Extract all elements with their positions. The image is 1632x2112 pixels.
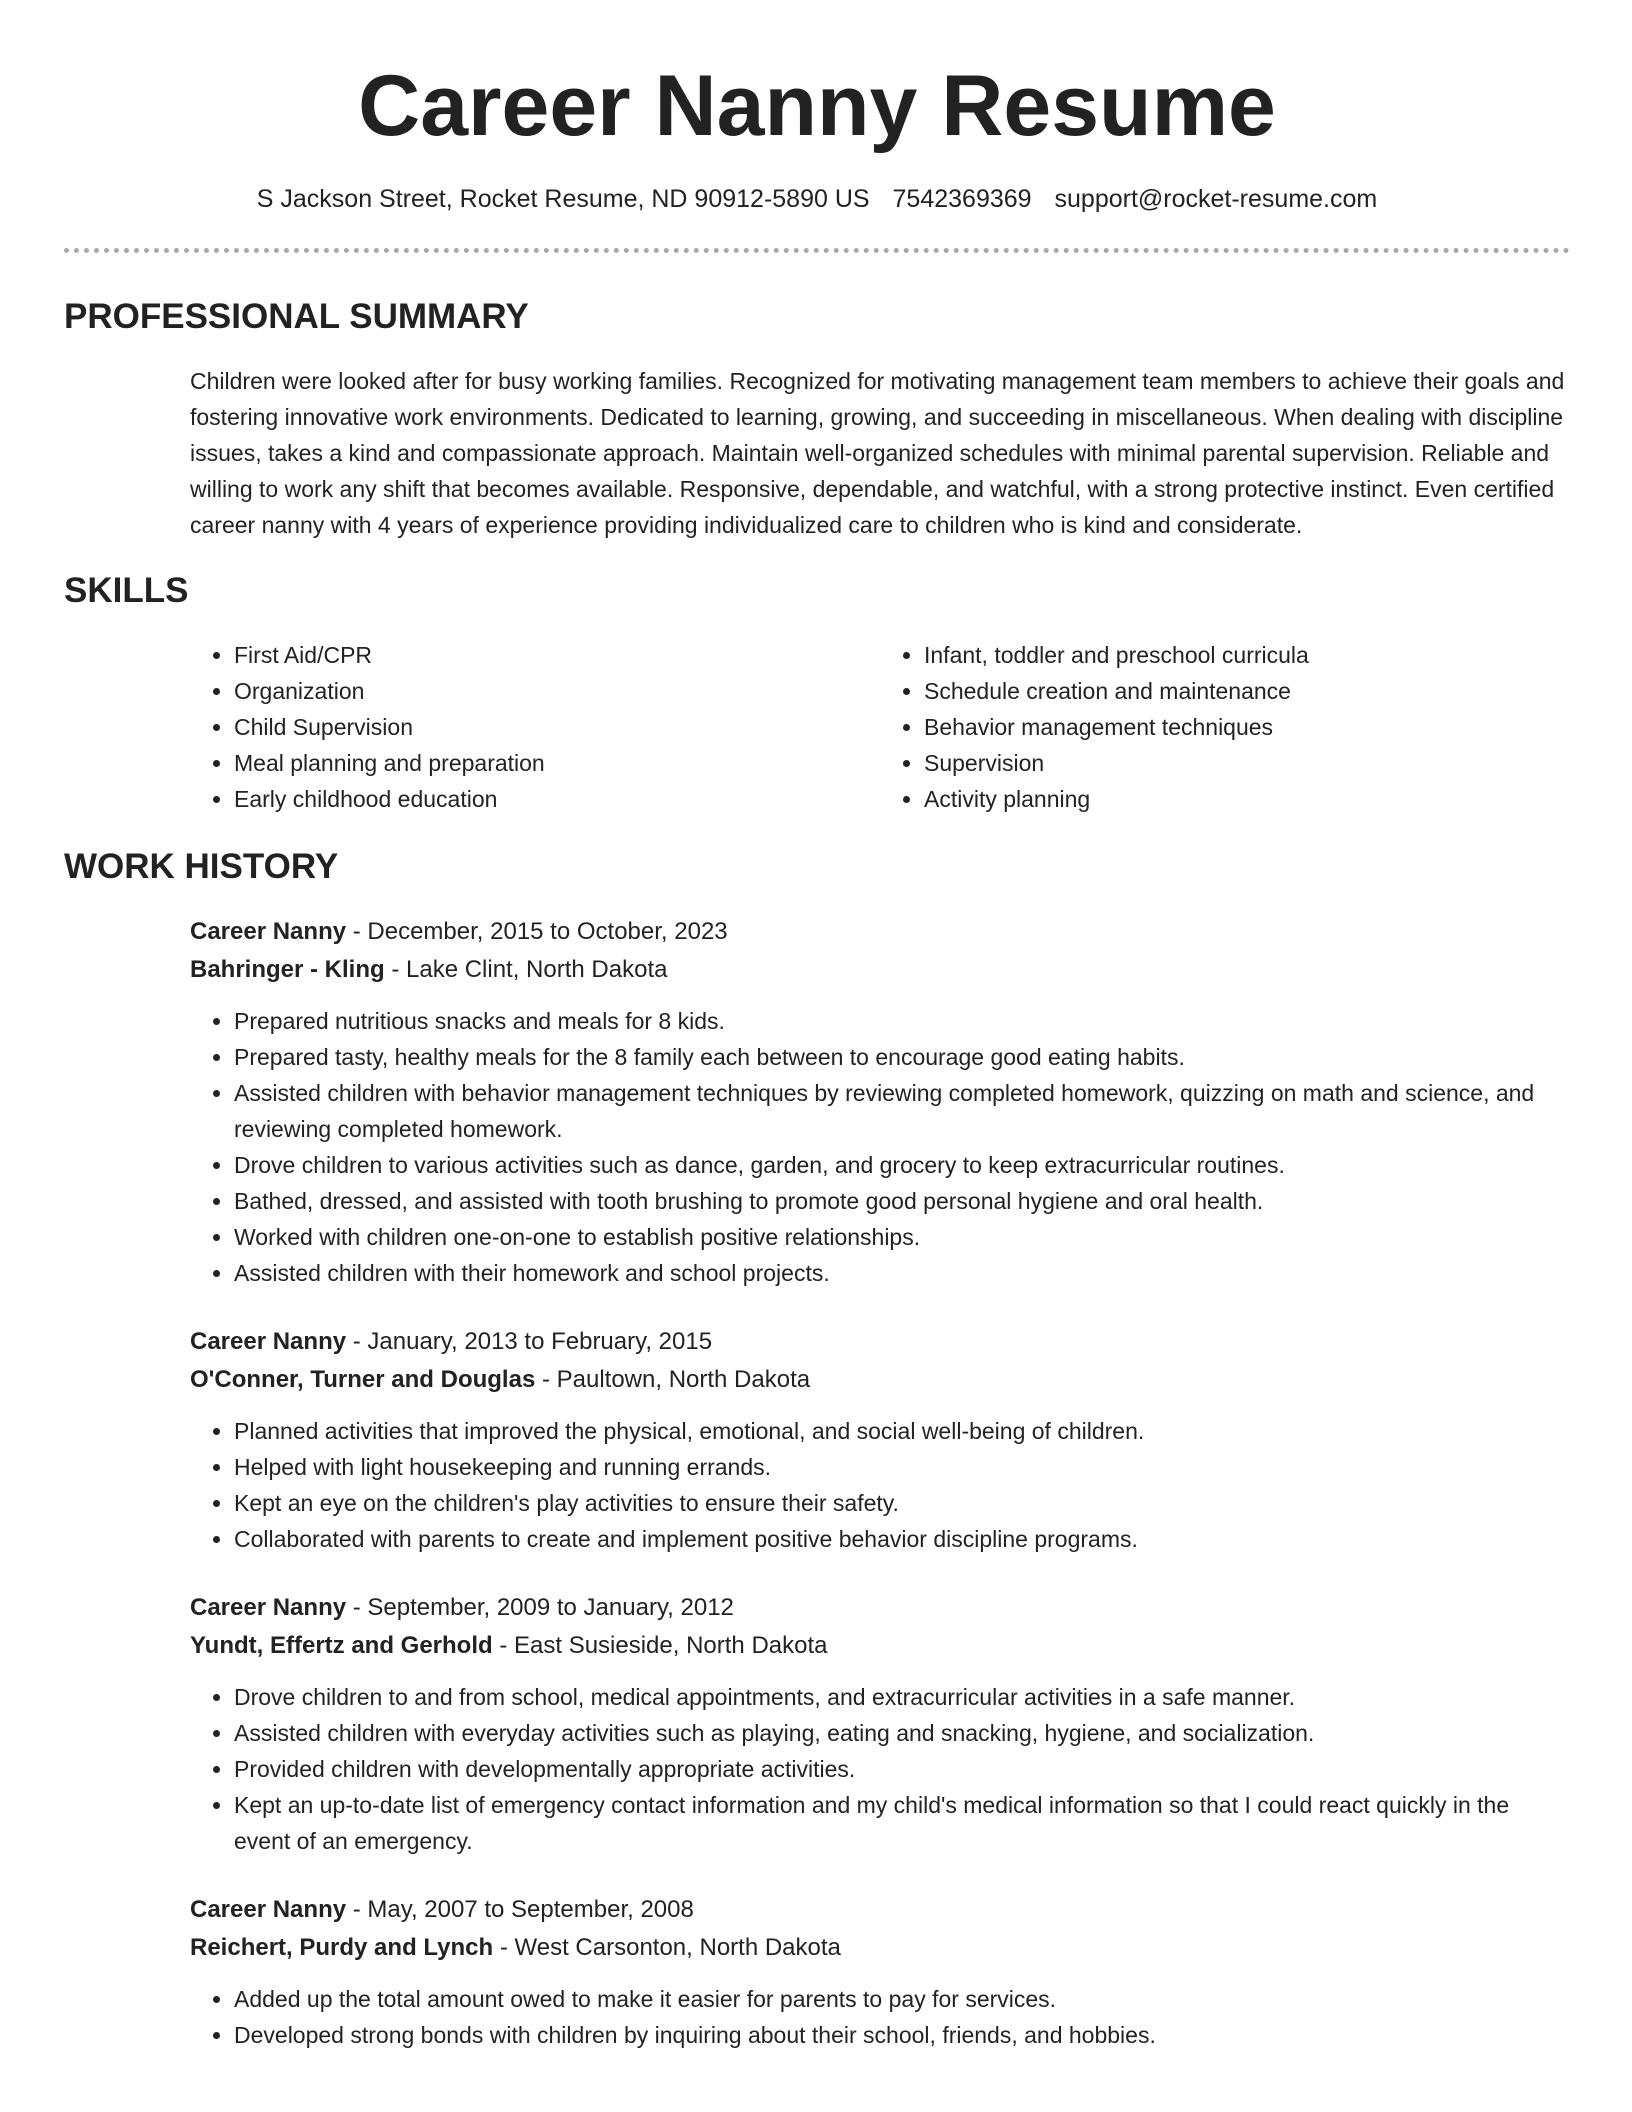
job-dates: - January, 2013 to February, 2015 xyxy=(346,1328,713,1355)
summary-text: Children were looked after for busy working families. Recognized for motivating management team members to achieve their goals and fostering innovative work environments. Dedicated to learning, growing, and succeeding in miscellaneous. When dealing with discipline issues, takes a kind and compassionate approach. Maintain well-organized schedules with minimal parental supervision. Reliable and willing to work any shift that becomes available. Responsive, dependable, and watchful, with a strong protective instinct. Even certified career nanny with 4 years of experience providing individualized care to children who is kind and considerate. xyxy=(190,368,1565,538)
job-role: Career Nanny xyxy=(190,1896,347,1923)
job-location: - West Carsonton, North Dakota xyxy=(493,1934,841,1961)
resume-name: Career Nanny Resume xyxy=(358,58,1276,154)
job-company-line xyxy=(190,951,1570,989)
skill-item: • Meal planning and preparation xyxy=(234,745,880,781)
job-bullet: • Drove children to various activities such as dance, garden, and grocery to keep extracurricular routines. xyxy=(234,1147,1570,1183)
skill-item: • Child Supervision xyxy=(234,709,880,745)
job-bullets xyxy=(190,1003,1570,1291)
job-entry xyxy=(190,1323,1570,1557)
job-location: - Paultown, North Dakota xyxy=(535,1366,811,1393)
job-company-line xyxy=(190,1627,1570,1665)
skill-item: • Behavior management techniques xyxy=(924,709,1570,745)
job-bullet: • Assisted children with their homework and school projects. xyxy=(234,1255,1570,1291)
job-company: O'Conner, Turner and Douglas xyxy=(190,1366,536,1393)
job-bullet: • Collaborated with parents to create and implement positive behavior discipline programs. xyxy=(234,1521,1570,1557)
job-location: - East Susieside, North Dakota xyxy=(492,1632,828,1659)
job-bullet: • Prepared tasty, healthy meals for the 8 family each between to encourage good eating habits. xyxy=(234,1039,1570,1075)
job-bullet: • Planned activities that improved the physical, emotional, and social well-being of children. xyxy=(234,1413,1570,1449)
job-dates: - May, 2007 to September, 2008 xyxy=(346,1896,694,1923)
job-role: Career Nanny xyxy=(190,918,347,945)
skill-item: • Schedule creation and maintenance xyxy=(924,673,1570,709)
job-title-line xyxy=(190,1891,1570,1929)
job-bullet: • Kept an up-to-date list of emergency contact information and my child's medical information so that I could react quickly in the event of an emergency. xyxy=(234,1787,1570,1859)
job-bullet: • Developed strong bonds with children by inquiring about their school, friends, and hobbies. xyxy=(234,2017,1570,2053)
skills-list xyxy=(190,637,1570,817)
job-company: Yundt, Effertz and Gerhold xyxy=(190,1632,493,1659)
job-bullets xyxy=(190,1413,1570,1557)
skill-item: • Infant, toddler and preschool curricula xyxy=(924,637,1570,673)
job-bullet: • Bathed, dressed, and assisted with tooth brushing to promote good personal hygiene and oral health. xyxy=(234,1183,1570,1219)
contact-email: support@rocket-resume.com xyxy=(1054,185,1378,213)
job-company-line xyxy=(190,1361,1570,1399)
job-title-line xyxy=(190,1589,1570,1627)
resume-page xyxy=(64,0,1570,2053)
contact-phone: 7542369369 xyxy=(892,185,1032,213)
skill-item: • First Aid/CPR xyxy=(234,637,880,673)
job-bullet: • Worked with children one-on-one to establish positive relationships. xyxy=(234,1219,1570,1255)
job-company: Bahringer - Kling xyxy=(190,956,385,983)
job-bullets xyxy=(190,1981,1570,2053)
job-bullet: • Provided children with developmentally appropriate activities. xyxy=(234,1751,1570,1787)
job-location: - Lake Clint, North Dakota xyxy=(384,956,668,983)
job-bullet: • Assisted children with behavior management techniques by reviewing completed homework, quizzing on math and science, and reviewing completed homework. xyxy=(234,1075,1570,1147)
skill-item: • Early childhood education xyxy=(234,781,880,817)
job-bullet: • Added up the total amount owed to make it easier for parents to pay for services. xyxy=(234,1981,1570,2017)
job-bullet: • Kept an eye on the children's play activities to ensure their safety. xyxy=(234,1485,1570,1521)
job-bullets xyxy=(190,1679,1570,1859)
skills-column-right xyxy=(880,637,1570,817)
job-role: Career Nanny xyxy=(190,1594,347,1621)
job-dates: - December, 2015 to October, 2023 xyxy=(346,918,728,945)
job-company: Reichert, Purdy and Lynch xyxy=(190,1934,494,1961)
work-heading: WORK HISTORY xyxy=(64,847,339,886)
contact-address: S Jackson Street, Rocket Resume, ND 90912-5890 US xyxy=(256,185,870,213)
job-entry xyxy=(190,1589,1570,1859)
job-entry xyxy=(190,1891,1570,2053)
job-dates: - September, 2009 to January, 2012 xyxy=(346,1594,734,1621)
skills-column-left xyxy=(190,637,880,817)
summary-heading: PROFESSIONAL SUMMARY xyxy=(64,297,529,336)
job-company-line xyxy=(190,1929,1570,1967)
job-role: Career Nanny xyxy=(190,1328,347,1355)
contact-line xyxy=(64,184,1570,214)
job-bullet: • Prepared nutritious snacks and meals for 8 kids. xyxy=(234,1003,1570,1039)
job-bullet: • Drove children to and from school, medical appointments, and extracurricular activities in a safe manner. xyxy=(234,1679,1570,1715)
skill-item: • Organization xyxy=(234,673,880,709)
job-title-line xyxy=(190,1323,1570,1361)
skill-item: • Activity planning xyxy=(924,781,1570,817)
skills-heading: SKILLS xyxy=(64,571,189,610)
skill-item: • Supervision xyxy=(924,745,1570,781)
job-bullet: • Helped with light housekeeping and running errands. xyxy=(234,1449,1570,1485)
job-bullet: • Assisted children with everyday activities such as playing, eating and snacking, hygiene, and socialization. xyxy=(234,1715,1570,1751)
job-entry xyxy=(190,913,1570,1291)
header-divider xyxy=(64,248,1570,253)
job-title-line xyxy=(190,913,1570,951)
